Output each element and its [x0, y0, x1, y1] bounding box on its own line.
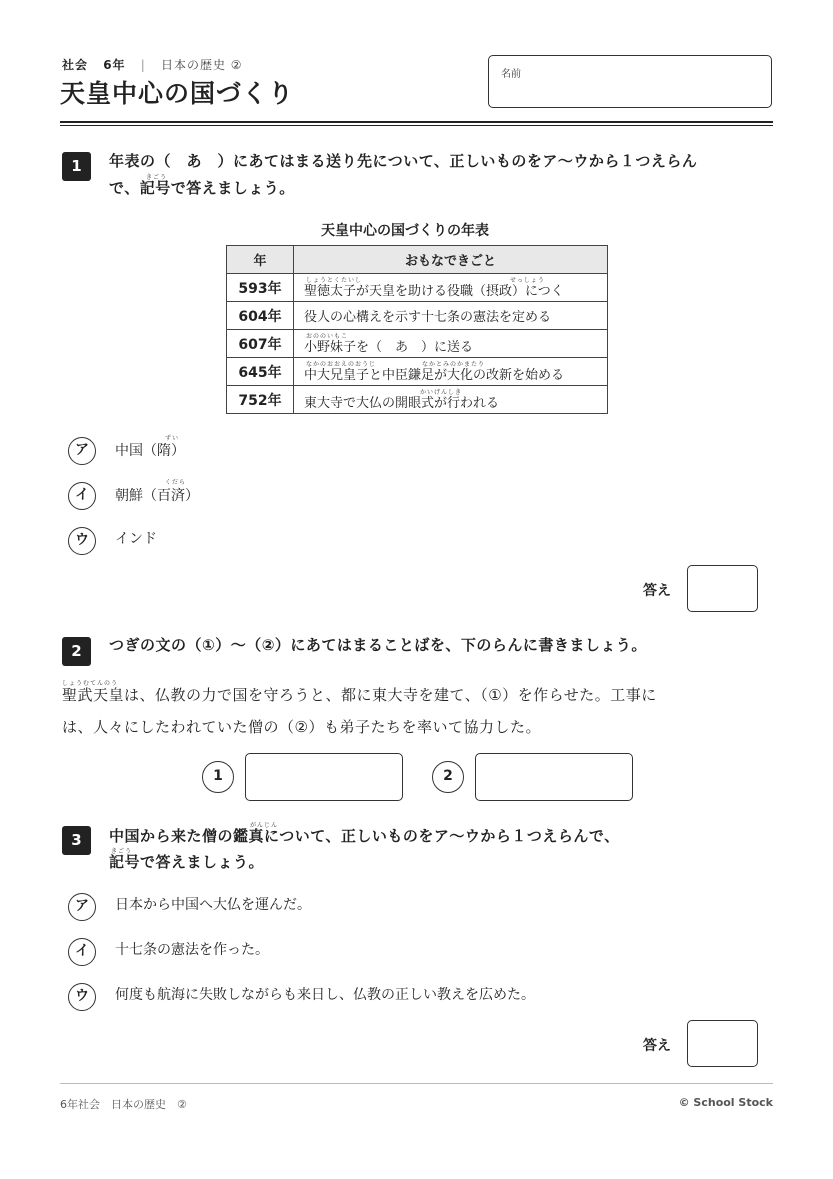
answer-box-q1[interactable] — [687, 565, 758, 612]
subject: 社会 — [62, 58, 89, 72]
ruby: ずい — [165, 435, 180, 442]
blank-1-label: 1 — [202, 761, 234, 793]
option-a-circle[interactable]: ア — [68, 893, 96, 921]
ruby: せっしょう — [510, 277, 545, 284]
header-subject-line — [62, 56, 243, 73]
answer-label: 答え — [643, 1038, 671, 1054]
table-row — [227, 302, 608, 330]
table-row — [227, 358, 608, 386]
table-row — [227, 274, 608, 302]
table-row — [227, 330, 608, 358]
question-2-text: つぎの文の（①）〜（②）にあてはまることばを、下のらんに書きましょう。 — [109, 636, 647, 654]
unit-label: 日本の歴史 ② — [160, 58, 243, 72]
question-2-number: 2 — [62, 637, 91, 666]
blank-2-label: 2 — [432, 761, 464, 793]
question-3-text-line1: 中国から来た僧の鑑真について、正しいものをア〜ウから１つえらんで、 — [109, 827, 620, 845]
page-title: 天皇中心の国づくり — [60, 79, 295, 108]
col-year-header: 年 — [227, 246, 294, 274]
row-year: 607年 — [227, 330, 294, 358]
table-row — [227, 386, 608, 414]
ruby: なかとみのかまたり — [422, 361, 486, 368]
ruby: なかのおおえのおうじ — [306, 361, 377, 368]
separator: | — [140, 58, 146, 72]
question-3-text-line2: 記号で答えましょう。 — [109, 853, 265, 871]
option-a-circle[interactable]: ア — [68, 437, 96, 465]
option-a-text: 中国（隋） — [115, 443, 185, 459]
footer-left: 6年社会 日本の歴史 ② — [60, 1098, 187, 1111]
question-1-number: 1 — [62, 152, 91, 181]
row-year: 604年 — [227, 302, 294, 330]
name-label: 名前 — [501, 69, 521, 80]
option-i-text: 十七条の憲法を作った。 — [115, 942, 269, 958]
event-text: 聖徳太子が天皇を助ける役職（摂政）につく — [304, 284, 564, 299]
row-year: 752年 — [227, 386, 294, 414]
row-year: 593年 — [227, 274, 294, 302]
option-u-text: インド — [115, 531, 157, 547]
footer-divider — [60, 1083, 773, 1084]
event-text: 東大寺で大仏の開眼式が行われる — [304, 396, 500, 411]
header-divider-thin — [60, 125, 773, 126]
option-i-circle[interactable]: イ — [68, 482, 96, 510]
passage-line2: は、人々にしたわれていた僧の（②）も弟子たちを率いて協力した。 — [62, 718, 541, 736]
timeline-title: 天皇中心の国づくりの年表 — [321, 223, 489, 239]
row-event — [294, 358, 608, 386]
event-text: 中大兄皇子と中臣鎌足が大化の改新を始める — [304, 368, 565, 383]
option-u-circle[interactable]: ウ — [68, 983, 96, 1011]
ruby-kigou: きごう — [111, 848, 133, 855]
option-i-text: 朝鮮（百済） — [115, 488, 199, 504]
row-year: 645年 — [227, 358, 294, 386]
row-event — [294, 386, 608, 414]
row-event — [294, 274, 608, 302]
col-event-header: おもなできごと — [294, 246, 608, 274]
question-1-text-line2: で、記号で答えましょう。 — [109, 179, 295, 197]
name-field[interactable] — [488, 55, 772, 108]
option-u-circle[interactable]: ウ — [68, 527, 96, 555]
answer-label: 答え — [643, 583, 671, 599]
ruby-ganjin: がんじん — [250, 822, 279, 829]
row-event — [294, 330, 608, 358]
question-1-text-line1: 年表の（ あ ）にあてはまる送り先について、正しいものをア〜ウから１つえらん — [109, 152, 698, 170]
answer-box-q3[interactable] — [687, 1020, 758, 1067]
footer-copyright: © School Stock — [678, 1096, 773, 1109]
row-event: 役人の心構えを示す十七条の憲法を定める — [294, 302, 608, 330]
option-u-text: 何度も航海に失敗しながらも来日し、仏教の正しい教えを広めた。 — [115, 987, 535, 1003]
ruby-kigou: きごう — [146, 174, 168, 181]
event-text: 小野妹子を（ あ ）に送る — [304, 340, 474, 355]
ruby-shomu: しょうむてんのう — [62, 680, 119, 687]
ruby: しょうとくたいし — [306, 277, 363, 284]
question-3-number: 3 — [62, 826, 91, 855]
header-divider — [60, 121, 773, 123]
blank-2-box[interactable] — [475, 753, 633, 801]
timeline-table — [226, 245, 608, 414]
passage-line1: 聖武天皇は、仏教の力で国を守ろうと、都に東大寺を建て、（①）を作らせた。工事に — [62, 686, 657, 704]
ruby: おののいもこ — [306, 333, 349, 340]
grade: 6年 — [103, 58, 126, 72]
blank-1-box[interactable] — [245, 753, 403, 801]
ruby: くだら — [165, 479, 187, 486]
option-a-text: 日本から中国へ大仏を運んだ。 — [115, 897, 311, 913]
option-i-circle[interactable]: イ — [68, 938, 96, 966]
ruby: かいげんしき — [420, 389, 463, 396]
